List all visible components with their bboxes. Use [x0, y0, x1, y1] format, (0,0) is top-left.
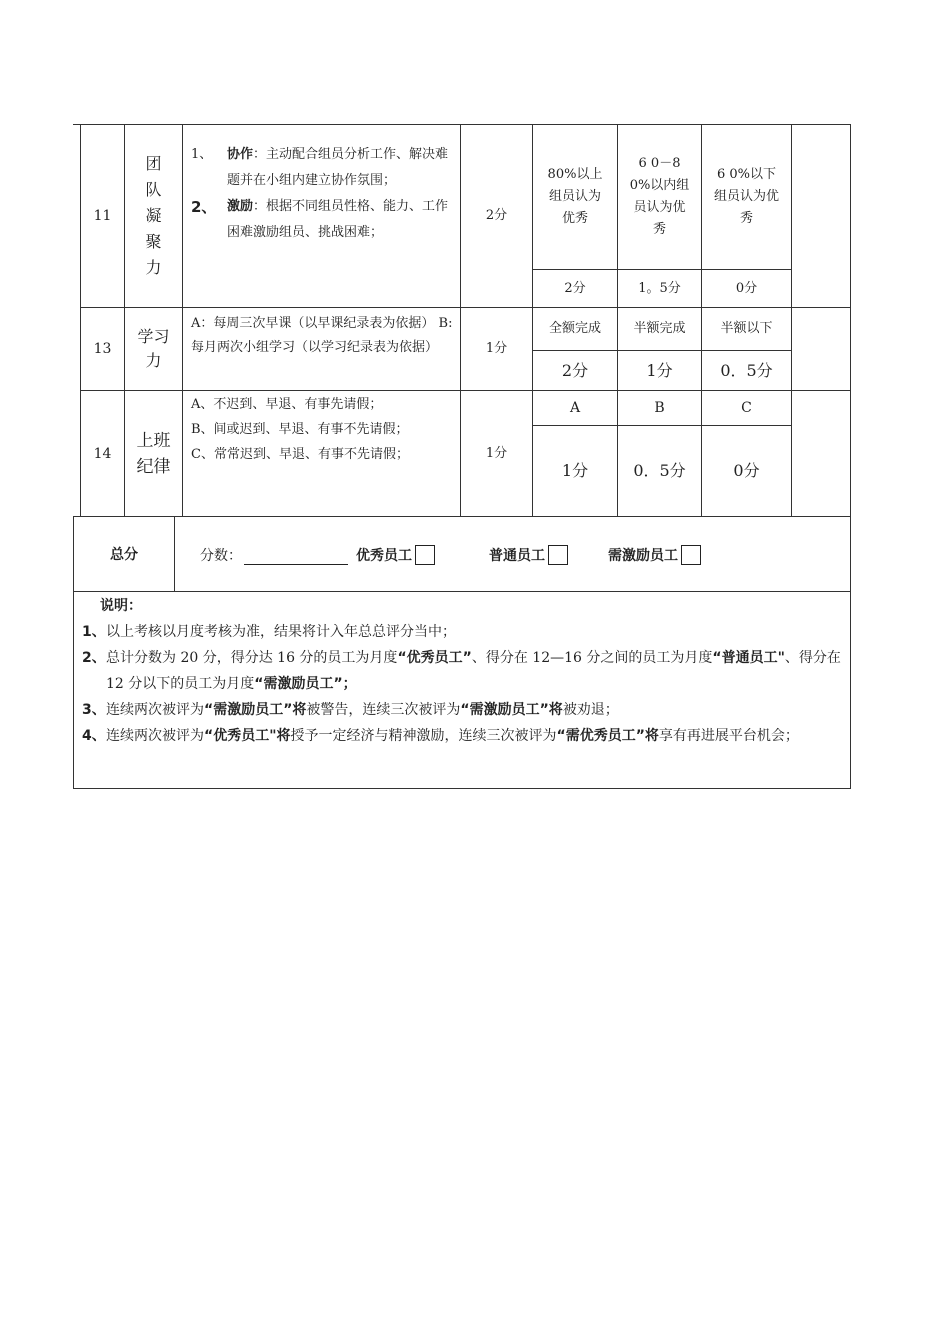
criteria-cell: C [741, 400, 752, 416]
note-item: 3、 连续两次被评为“需激励员工”将被警告，连续三次被评为“需激励员工”将被劝退； [82, 697, 844, 723]
score-cell: 1分 [646, 360, 673, 380]
score-cell: 0分 [735, 280, 758, 296]
score-label: 分数： [200, 548, 242, 564]
notes-title: 说明： [100, 598, 142, 614]
note-text: 连续两次被评为“需激励员工”将被警告，连续三次被评为“需激励员工”将被劝退； [106, 702, 619, 718]
notes-list [82, 619, 844, 749]
option-excellent-label: 优秀员工 [356, 548, 412, 564]
note-item: 4、 连续两次被评为“优秀员工"将授予一定经济与精神激励，连续三次被评为“需优秀员工”将享有再进展平台机会； [82, 723, 844, 749]
criteria-cell: B [654, 400, 665, 416]
option-needs-motivation-label: 需激励员工 [608, 548, 678, 564]
note-text: 连续两次被评为“优秀员工"将授予一定经济与精神激励，连续三次被评为“需优秀员工”将享有再进展平台机会； [106, 728, 799, 744]
row-description: A：每周三次早课（以早课纪录表为依据） B:每月两次小组学习（以学习纪录表为依据） [191, 316, 453, 355]
score-cell: 0分 [733, 461, 760, 480]
row-description: 1、 协作：主动配合组员分析工作、解决难题并在小组内建立协作氛围； 2、 激励：根据不同组员性格、能力、工作困难激励组员、挑战困难； [191, 147, 449, 240]
score-cell: 2分 [564, 280, 586, 296]
note-item: 2、 总计分数为 20 分，得分达 16 分的员工为月度“优秀员工”、得分在 12—16 分之间的员工为月度“普通员工"、得分在 12 分以下的员工为月度“需激励员工”； [82, 645, 844, 697]
row-item: 上班纪律 [136, 430, 171, 477]
criteria-cell: 6 0－8 0%以内组员认为优秀 [629, 156, 690, 237]
criteria-cell: 半额完成 [633, 321, 686, 336]
row-weight: 2分 [485, 208, 508, 223]
score-cell: 1。5分 [638, 280, 681, 296]
total-label: 总分 [110, 547, 138, 563]
row-number: 14 [93, 445, 112, 462]
score-cell: 2分 [561, 360, 589, 380]
criteria-cell: 6 0%以下组员认为优秀 [713, 167, 779, 226]
option-needs-motivation-checkbox[interactable] [681, 545, 701, 565]
row-number: 11 [93, 208, 112, 224]
row-item: 团队凝聚力 [145, 154, 162, 277]
score-cell: 0．5分 [633, 461, 686, 480]
criteria-cell: 半额以下 [720, 321, 773, 336]
option-normal-checkbox[interactable] [548, 545, 568, 565]
row-weight: 1分 [485, 445, 508, 461]
option-normal-label: 普通员工 [489, 548, 545, 564]
criteria-cell: 全额完成 [548, 321, 601, 336]
note-text: 总计分数为 20 分，得分达 16 分的员工为月度“优秀员工”、得分在 12—16 分之间的员工为月度“普通员工"、得分在 12 分以下的员工为月度“需激励员工”； [106, 650, 841, 692]
criteria-cell: 80%以上组员认为优秀 [547, 167, 603, 226]
row-number: 13 [93, 341, 112, 357]
score-cell: 0．5分 [720, 360, 773, 380]
score-blank[interactable] [244, 546, 348, 565]
score-cell: 1分 [561, 461, 589, 480]
criteria-cell: A [569, 400, 581, 416]
note-item: 1、 以上考核以月度考核为准，结果将计入年总总评分当中； [82, 619, 844, 645]
total-selection [200, 540, 840, 570]
row-description: A、不迟到、早退、有事先请假； B、间或迟到、早退、有事不先请假； C、常常迟到、早退、有事不先请假； [191, 397, 409, 462]
note-text: 以上考核以月度考核为准，结果将计入年总总评分当中； [106, 624, 456, 640]
row-weight: 1分 [485, 341, 508, 356]
option-excellent-checkbox[interactable] [415, 545, 435, 565]
row-item: 学习力 [137, 327, 170, 370]
